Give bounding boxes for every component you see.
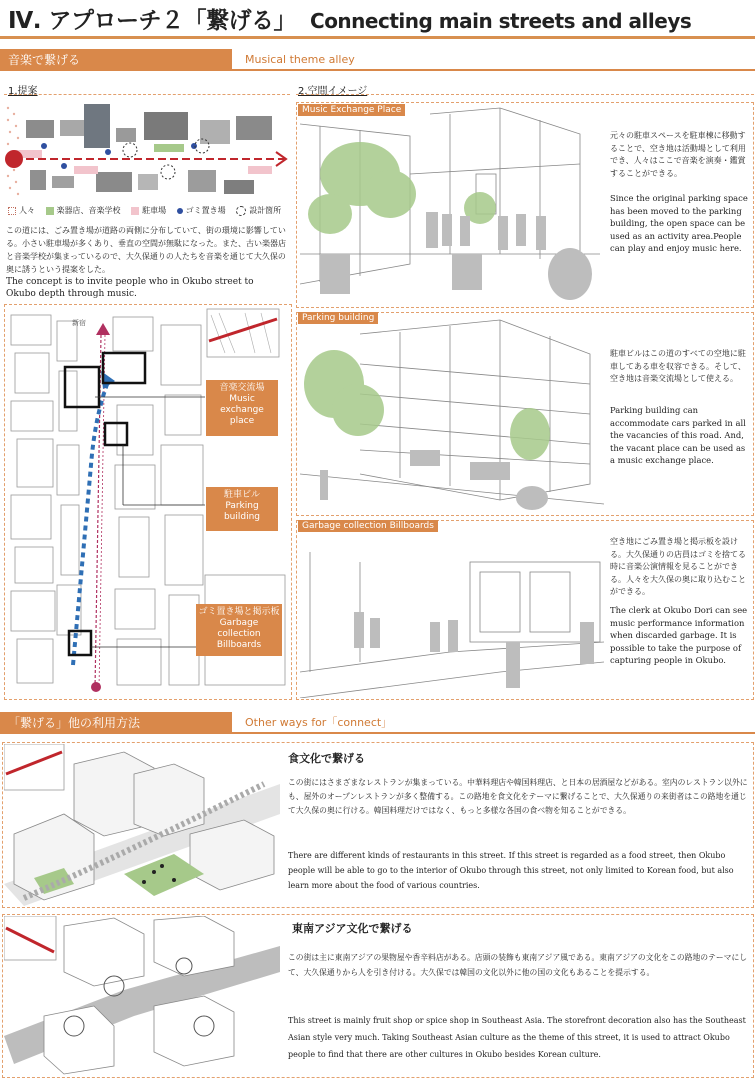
sketch-parking (300, 314, 604, 514)
tag-garbage: Garbage collection Billboards (298, 520, 438, 532)
people-swatch (8, 207, 16, 215)
section1-label-jp: 音楽で繋げる (8, 53, 81, 67)
legend-music-shop: 楽器店、音楽学校 (46, 206, 121, 215)
map-label-parking: 駐車ビル Parking building (206, 487, 278, 531)
section1-label-en: Musical theme alley (245, 53, 355, 66)
legend-parking: 駐車場 (131, 206, 166, 215)
asia-text-jp: この街は主に東南アジアの果物屋や香辛料店がある。店頭の装飾も東南アジア風である。東南アジアの文化をこの路地のテーマにして、大久保通りから人を引き付ける。大久保では韓国の文化以外に他の国の文化もあることを提示する。 (288, 953, 748, 977)
tag-parking: Parking building (298, 312, 378, 324)
food-text-en: There are different kinds of restaurants in this street. If this street is regarded as a food street, then Okubo people will be able to go to the interior of Okubo through this street, not only limited to Korean food, but also learn more about the food of various countries. (288, 851, 734, 890)
music-text-en: Since the original parking space has been moved to the parking building, the open space can be used as an activity area.People can play and enjoy music here. (610, 193, 748, 253)
food-text-jp: この街にはさまざまなレストランが集まっている。中華料理店や韓国料理店、と日本の居酒屋などがある。室内のレストラン以外にも、屋外のオープンレストランが多く整備する。この路地を食文化をテーマに繋げることで、大久保通りの来街者はこの路地を通じて大久保の奥に行ける。韓国料理だけではなく、もっと多様な各国の食べ物を知ることができる。 (288, 778, 748, 815)
sketch-food (4, 744, 280, 906)
section1-bar (0, 49, 232, 71)
asia-text-en: This street is mainly fruit shop or spice shop in Southeast Asia. The storefront decoration also has the Southeast Asian style very much. Taking Southeast Asian culture as the theme of this street, it is used to attract Okubo people to find that there are other cultures in Okubo besides Korean culture. (288, 1016, 746, 1059)
music-text-jp: 元々の駐車スペースを駐車棟に移動することで、空き地は活動場として利用でき、人々はここで音楽を演奏・鑑賞することができる。 (610, 131, 746, 178)
tag-music: Music Exchange Place (298, 104, 405, 116)
legend-garbage: ゴミ置き場 (177, 206, 226, 215)
proposal-divider (4, 94, 290, 95)
page-title (8, 2, 691, 35)
parking-swatch (131, 207, 139, 215)
music-shop-swatch (46, 207, 54, 215)
garbage-swatch (177, 208, 183, 214)
map-small-label: 新宿 (72, 319, 86, 327)
title-en: Connecting main streets and alleys (310, 9, 692, 33)
map-label-music: 音楽交流場 Music exchange place (206, 380, 278, 436)
sketch-asia (4, 916, 280, 1076)
garbage-text-jp: 空き地にごみ置き場と掲示板を設ける。大久保通りの店員はゴミを捨てる時に音楽公演情報を見ることができる。人々を大久保の奥に取り込むことができる。 (610, 537, 746, 596)
image-heading: 2.空間イメージ (298, 86, 368, 97)
parking-text-en: Parking building can accommodate cars parked in all the vacancies of this road. And, the vacant place can be used as a music exchange place. (610, 405, 746, 465)
garbage-text-en: The clerk at Okubo Dori can see music performance information when discarded garbage. It is possible to take the purpose of capturing people in Okubo. (610, 605, 748, 665)
proposal-text-jp: この道には、ごみ置き場が道路の両側に分布していて、街の環境に影響している。小さい駐車場が多くあり、垂直の空間が無駄になった。また、古い楽器店と音楽学校が集まっているので、大久保通りの人たちを音楽を通じて大久保の奥に誘うという提案をした。 (6, 226, 286, 274)
design-swatch (236, 206, 246, 216)
image-divider (296, 94, 754, 95)
proposal-text-en: The concept is to invite people who in Okubo street to Okubo depth through music. (6, 277, 254, 299)
asia-heading: 東南アジア文化で繋げる (292, 922, 413, 935)
legend-people: 人々 (8, 206, 35, 215)
title-rule (0, 36, 755, 39)
map-label-garbage: ゴミ置き場と掲示板 Garbage collection Billboards (196, 604, 282, 656)
legend (8, 205, 289, 216)
sketch-garbage (300, 522, 604, 698)
photo-strip-diagram (4, 100, 292, 200)
proposal-heading: 1.提案 (8, 86, 38, 97)
legend-design: 設計箇所 (236, 206, 281, 215)
parking-text-jp: 駐車ビルはこの道のすべての空地に駐車してある車を収容できる。そして、空き地は音楽交流場として使える。 (610, 349, 746, 383)
section2-label-jp: 「繋げる」他の利用方法 (8, 716, 141, 730)
section2-bar (0, 712, 232, 734)
title-jp: Ⅳ. アプローチ２「繋げる」 (8, 8, 297, 34)
section2-label-en: Other ways for「connect」 (245, 716, 393, 729)
food-heading: 食文化で繋げる (288, 752, 365, 765)
sketch-music (300, 104, 604, 304)
